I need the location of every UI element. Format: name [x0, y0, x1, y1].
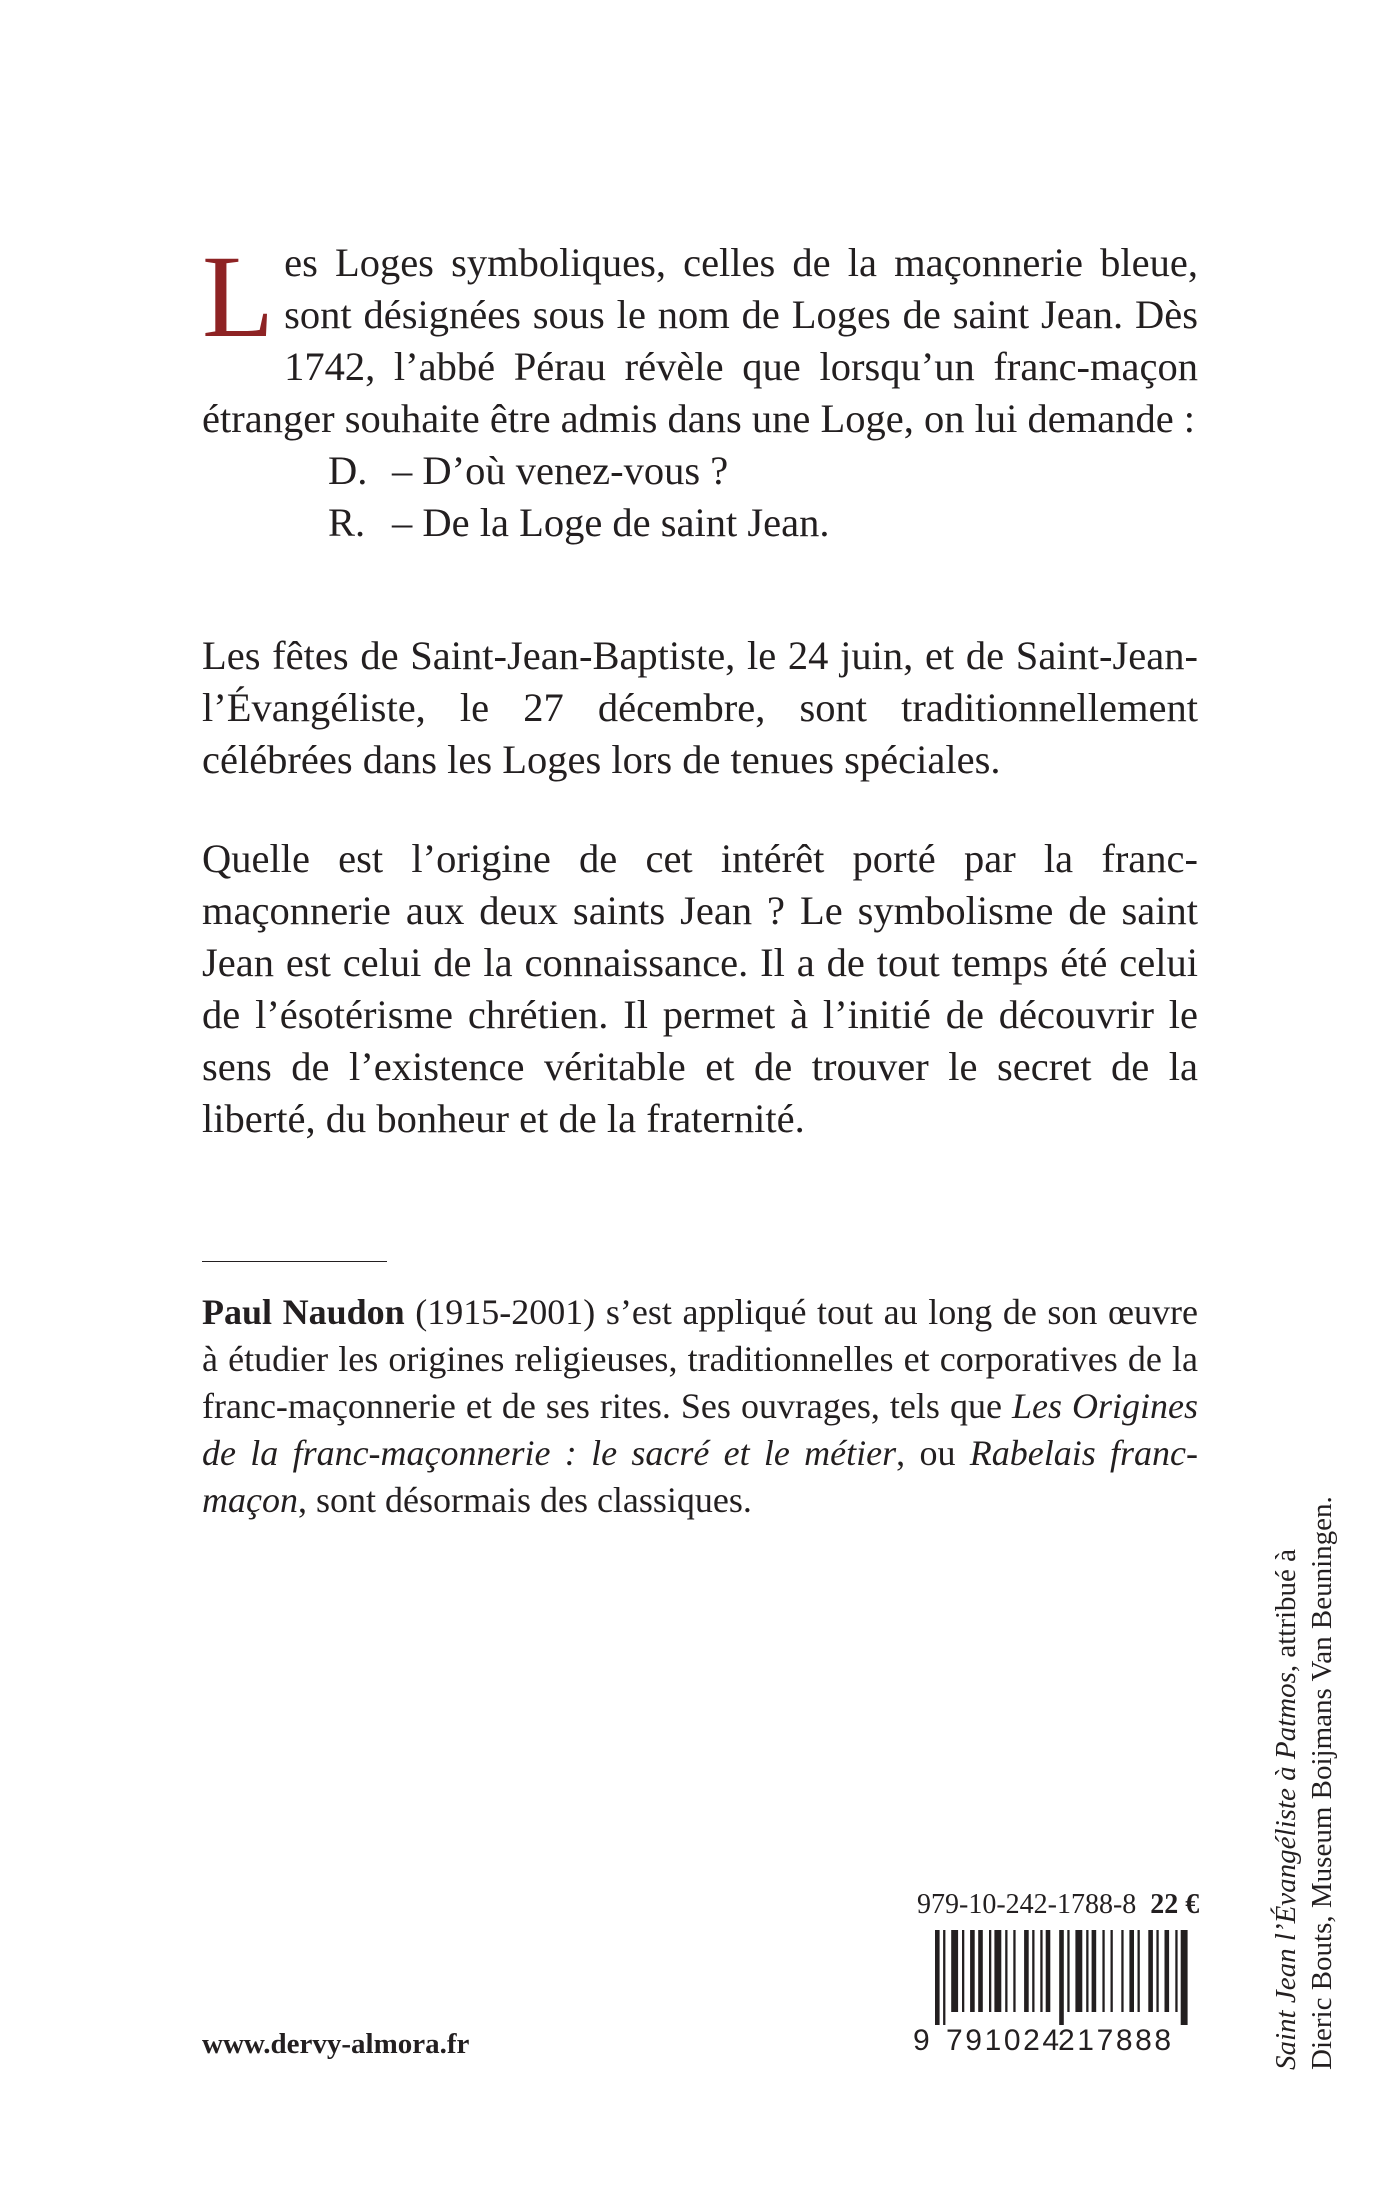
credit-line-1 — [1268, 1550, 1304, 2070]
barcode-bar — [989, 1930, 991, 2012]
price: 22 € — [1150, 1889, 1200, 1920]
barcode-bar — [1148, 1930, 1153, 2012]
book-title-2: Rabelais franc-maçon — [202, 1433, 1199, 1520]
intro-paragraph — [202, 231, 1198, 549]
dialogue-label-q: D. — [328, 448, 368, 493]
barcode-digits-right: 217888 — [1058, 2024, 1174, 2057]
dialogue-answer — [328, 497, 1198, 549]
barcode-bar — [1181, 1930, 1188, 2025]
painting-title: Saint Jean l’Évangéliste à Patmos — [1270, 1672, 1302, 2070]
bio-text-2: , ou — [896, 1433, 970, 1473]
bio-text-1: (1915-2001) s’est appliqué tout au long de son œuvre à étudier les origines religieuses, traditionnelles et corporatives de la franc-maçonnerie et de ses rites. Ses ouvrages, tels que — [202, 1292, 1198, 1426]
barcode-bar — [951, 1930, 958, 2012]
barcode-bar — [1005, 1930, 1007, 2012]
credit-attribution: , attribué à — [1270, 1548, 1302, 1673]
barcode-bar — [935, 1930, 940, 2025]
author-bio — [202, 1289, 1198, 1524]
isbn-price-line — [917, 1889, 1199, 1921]
cover-image-credit — [1268, 1496, 1340, 2070]
book-title-1: Les Origines de la franc-maçonnerie : le sacré et le métier — [202, 1386, 1199, 1473]
barcode-bar — [1032, 1930, 1034, 2012]
barcode-bar — [1138, 1930, 1140, 2012]
author-name: Paul Naudon — [202, 1292, 405, 1332]
barcode-bar — [1129, 1930, 1134, 2012]
barcode-bar — [1121, 1930, 1123, 2012]
dialogue-question — [328, 445, 1198, 497]
barcode-digit-first: 9 — [913, 2024, 930, 2057]
barcode-bar — [1024, 1930, 1029, 2012]
barcode-bar — [994, 1930, 1001, 2012]
barcode-bar — [970, 1930, 975, 2012]
barcode-bar — [1059, 1930, 1064, 2025]
barcode-bar — [1040, 1930, 1042, 2012]
barcode-bar — [1156, 1930, 1158, 2012]
barcode-bar — [943, 1930, 945, 2025]
credit-line-2: Dieric Bouts, Museum Boijmans Van Beuningen. — [1306, 1496, 1338, 2070]
barcode-bar — [1013, 1930, 1015, 2012]
symbolism-text: Quelle est l’origine de cet intérêt porté par la franc-maçonnerie aux deux saints Jean ? Le symbolisme de saint Jean est celui de la connaissance. Il a de tout temps été celui de l’ésotérisme chrétien. Il permet à l’initié de découvrir le sens de l’existence véritable et de trouver le secret de la liberté, du bonheur et de la fraternité. — [202, 836, 1198, 1141]
barcode-bar — [1102, 1930, 1104, 2012]
barcode-bar — [1111, 1930, 1113, 2012]
feasts-text: Les fêtes de Saint-Jean-Baptiste, le 24 juin, et de Saint-Jean-l’Évangéliste, le 27 décembre, sont traditionnellement célébrées dans les Loges lors de tenues spéciales. — [202, 633, 1198, 782]
barcode-bar — [1046, 1930, 1051, 2012]
dialogue-text-q: – D’où venez-vous ? — [392, 448, 729, 493]
separator-rule — [202, 1261, 387, 1262]
bio-text-3: , sont désormais des classiques. — [297, 1480, 752, 1520]
barcode — [935, 1930, 1195, 2025]
barcode-bar — [1092, 1930, 1097, 2012]
barcode-bar — [1067, 1930, 1069, 2012]
dialogue-label-r: R. — [328, 500, 366, 545]
symbolism-paragraph — [202, 833, 1198, 1145]
dialogue-text-r: – De la Loge de saint Jean. — [392, 500, 830, 545]
barcode-bar — [1075, 1930, 1082, 2012]
drop-cap: L — [202, 231, 275, 362]
barcode-bar — [962, 1930, 964, 2012]
publisher-website: www.dervy-almora.fr — [202, 2028, 470, 2060]
barcode-bar — [1175, 1930, 1177, 2012]
barcode-bar — [978, 1930, 983, 2012]
barcode-bar — [1086, 1930, 1088, 2012]
isbn-number: 979-10-242-1788-8 — [917, 1889, 1137, 1920]
intro-text: es Loges symboliques, celles de la maçonnerie bleue, sont désignées sous le nom de Loges de saint Jean. Dès 1742, l’abbé Pérau révèle que lorsqu’un franc-maçon étranger souhaite être admis dans une Loge, on lui demande : — [202, 240, 1198, 441]
feasts-paragraph — [202, 630, 1198, 786]
barcode-digits-left: 791024 — [946, 2024, 1062, 2057]
barcode-bar — [1165, 1930, 1170, 2012]
